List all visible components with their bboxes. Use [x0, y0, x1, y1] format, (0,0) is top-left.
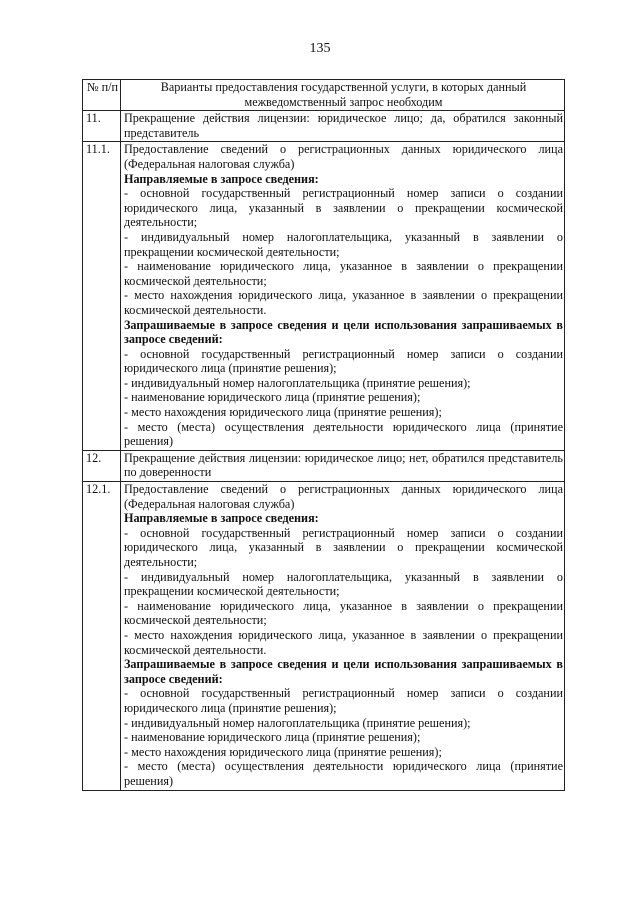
table-row [83, 482, 565, 790]
table-header-row [83, 80, 565, 111]
row-number: 12. [83, 450, 121, 481]
requested-info-item: - наименование юридического лица (принятие решения); [124, 390, 421, 405]
sent-info-item: - наименование юридического лица, указанное в заявлении о прекращении космической деятельности; [124, 259, 563, 288]
request-intro: Предоставление сведений о регистрационных данных юридического лица (Федеральная налоговая служба) [124, 142, 563, 171]
header-variants: Варианты предоставления государственной услуги, в которых данный межведомственный запрос необходим [121, 80, 565, 111]
sent-info-heading: Направляемые в запросе сведения: [124, 511, 319, 526]
row-content: Прекращение действия лицензии: юридическое лицо; да, обратился законный представитель [121, 111, 565, 142]
sent-info-item: - основной государственный регистрационный номер записи о создании юридического лица, указанный в заявлении о прекращении космической деятельности; [124, 186, 563, 230]
requested-info-item: - место (места) осуществления деятельности юридического лица (принятие решения) [124, 419, 563, 449]
sent-info-item: - индивидуальный номер налогоплательщика, указанный в заявлении о прекращении космической деятельности; [124, 229, 563, 259]
table-row [83, 142, 565, 450]
requested-info-heading: Запрашиваемые в запросе сведения и цели использования запрашиваемых в запросе сведений: [124, 317, 563, 347]
sent-info-item: - индивидуальный номер налогоплательщика, указанный в заявлении о прекращении космической деятельности; [124, 569, 563, 599]
interagency-request-table [82, 79, 565, 791]
row-content [121, 142, 565, 450]
requested-info-item: - основной государственный регистрационный номер записи о создании юридического лица (принятие решения); [124, 346, 563, 376]
requested-info-item: - индивидуальный номер налогоплательщика (принятие решения); [124, 715, 471, 730]
sent-info-heading: Направляемые в запросе сведения: [124, 171, 319, 186]
table-row [83, 450, 565, 481]
request-intro: Предоставление сведений о регистрационных данных юридического лица (Федеральная налоговая служба) [124, 482, 563, 511]
requested-info-item: - наименование юридического лица (принятие решения); [124, 730, 421, 745]
row-number: 11.1. [83, 142, 121, 450]
page-number: 135 [309, 41, 331, 56]
requested-info-item: - место (места) осуществления деятельности юридического лица (принятие решения) [124, 759, 563, 788]
sent-info-item: - место нахождения юридического лица, указанное в заявлении о прекращении космической деятельности. [124, 627, 563, 657]
requested-info-item: - основной государственный регистрационный номер записи о создании юридического лица (принятие решения); [124, 686, 563, 715]
row-number: 12.1. [83, 482, 121, 790]
sent-info-item: - наименование юридического лица, указанное в заявлении о прекращении космической деятельности; [124, 598, 563, 628]
requested-info-item: - место нахождения юридического лица (принятие решения); [124, 405, 442, 420]
requested-info-heading: Запрашиваемые в запросе сведения и цели использования запрашиваемых в запросе сведений: [124, 657, 563, 686]
requested-info-item: - индивидуальный номер налогоплательщика (принятие решения); [124, 375, 471, 390]
row-content [121, 482, 565, 790]
row-number: 11. [83, 111, 121, 142]
row-content: Прекращение действия лицензии: юридическое лицо; нет, обратился представитель по доверенности [121, 450, 565, 481]
header-num: № п/п [83, 80, 121, 111]
requested-info-item: - место нахождения юридического лица (принятие решения); [124, 744, 442, 759]
table-row [83, 111, 565, 142]
sent-info-item: - основной государственный регистрационный номер записи о создании юридического лица, указанный в заявлении о прекращении космической деятельности; [124, 525, 563, 569]
sent-info-item: - место нахождения юридического лица, указанное в заявлении о прекращении космической деятельности. [124, 288, 563, 317]
